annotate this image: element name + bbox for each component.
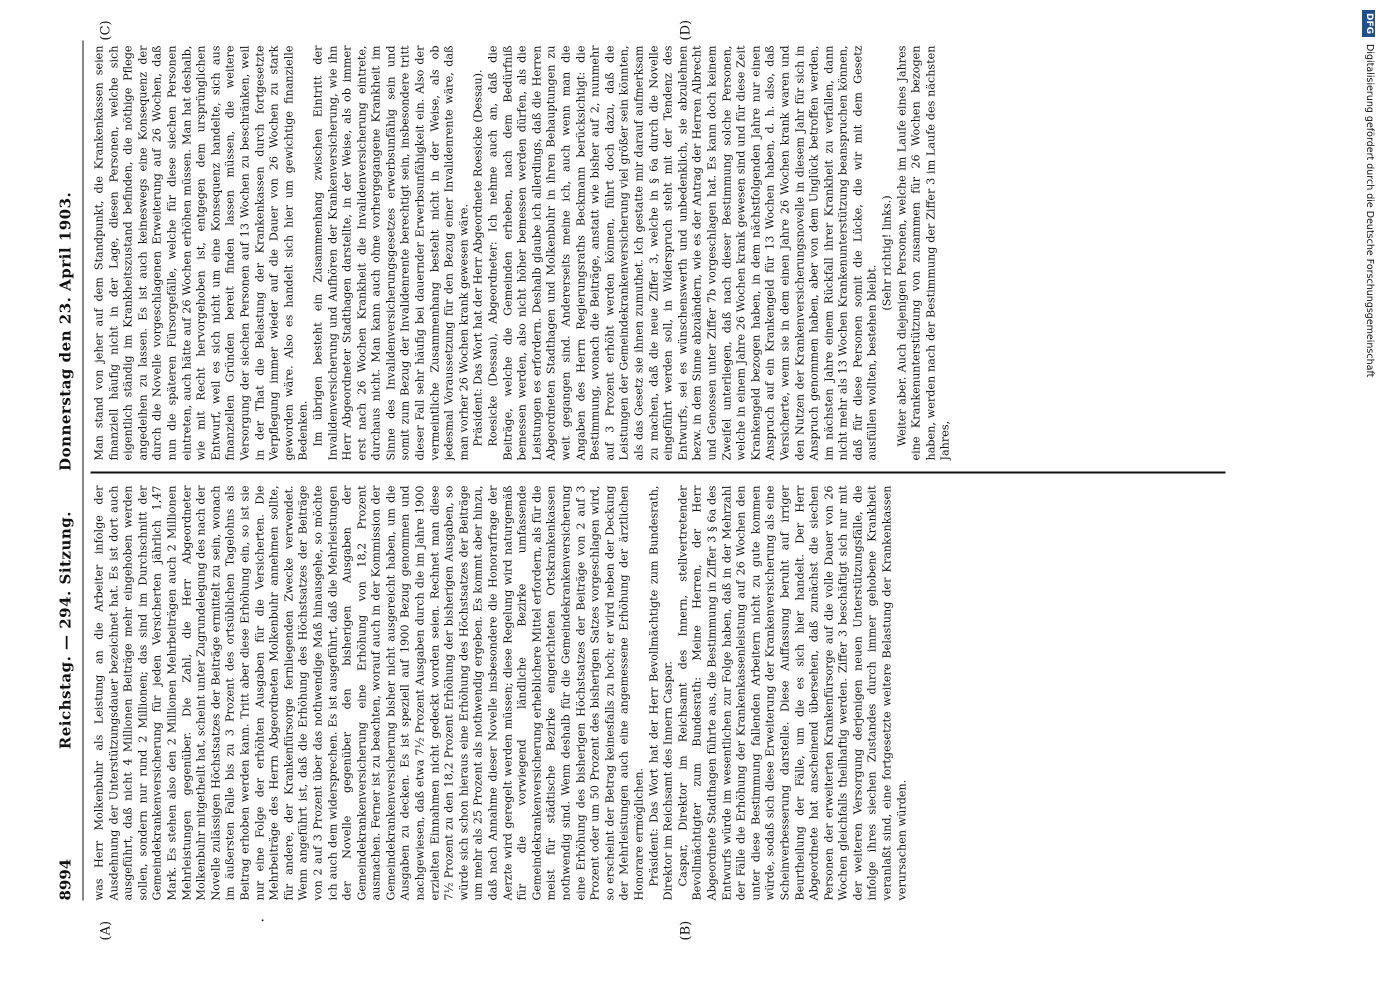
paragraph: Roesicke (Dessau), Abgeordneter: Ich nehme auch an, daß die Beiträge, welche die Gemeinden erheben, nach dem Bedürfniß bemessen werden, also nicht höher bemessen werden dürfen, als die Leistungen es erfordern. Deshalb glaube ich allerdings, daß die Herren Abgeordneten Stadthagen und Molkenbuhr in ihren Behauptungen zu weit gegangen sind. Andererseits meine ich, auch wenn man die Angaben des Herrn Regierungsraths Beckmann berücksichtigt: die Bestimmung, wonach die Beiträge, anstatt wie bisher auf 2, nunmehr auf 3 Prozent erhöht werden können, führt doch dazu, daß die Leistungen der Gemeindekrankenversicherung viel größer sein könnten, als das Gesetz sie ihnen zumuthet. Ich gestatte mir darauf aufmerksam zu machen, daß die neue Ziffer 3, welche in § 6a durch die Novelle eingeführt werden soll, in Widerspruch steht mit der Tendenz des Entwurfs, sei es wünschenswerth und unbedenklich, sie abzulehnen bezw. in dem Sinne abzuändern, wie es der Antrag der Herren Albrecht und Genossen unter Ziffer 7b vorgeschlagen hat. Es kann doch keinem Zweifel unterliegen, daß nach dieser Bestimmung solche Personen, welche in einem Jahre 26 Wochen krank gewesen sind und für diese Zeit Krankengeld bezogen haben, in dem nächstfolgenden Jahre nur einen Anspruch auf ein Krankengeld für 13 Wochen haben, d. h. also, daß Versicherte, wenn sie in dem einen Jahre 26 Wochen krank waren und den Nutzen der Krankenversicherungsnovelle in diesem Jahr für sich in Anspruch genommen haben, aber von dem Unglück betroffen werden, im nächsten Jahre einem Rückfall ihrer Krankheit zu verfallen, dann nicht mehr als 13 Wochen Krankenunterstützung beanspruchen können, daß für diese Personen somit die Lücke, die wir mit dem Gesetz ausfüllen wollten, bestehen bleibt. [486, 45, 879, 460]
paragraph: Präsident: Das Wort hat der Herr Bevollmächtigte zum Bundesrath, Direktor im Reichsamt des Innern Caspar. [646, 485, 675, 900]
paragraph: Man stand von jeher auf dem Standpunkt, die Krankenkassen seien finanziell häufig nicht in der Lage, diesen Personen, welche sich eigentlich ständig im Krankheitszustand befinden, die nöthige Pflege angedeihen zu lassen. Es ist auch keineswegs eine Konsequenz der durch die Novelle vorgeschlagenen Erweiterung auf 26 Wochen, daß nun die späteren Fürsorgefälle, welche für diese siechen Personen eintreten, auch hätte auf 26 Wochen erhöhen müssen. Man hat deshalb, wie mit Recht hervorgehoben ist, entgegen dem ursprünglichen Entwurf, weil es sich nicht um eine Konsequenz handelte, sich aus finanziellen Gründen bereit finden lassen müssen, die weitere Versorgung der siechen Personen auf 13 Wochen zu beschränken, weil in der That die Belastung der Krankenkassen durch fortgesetzte Verpflegung immer wieder auf die Dauer von 26 Wochen zu stark geworden wäre. Also es handelt sich hier um gewichtige finanzielle Bedenken. [92, 45, 310, 460]
left-column [92, 485, 1227, 900]
interjection: (Sehr richtig! links.) [880, 194, 894, 311]
margin-mark-d: (D) [678, 19, 693, 40]
session-date: Donnerstag den 23. April 1903. [56, 191, 74, 471]
page-number: 8994 [56, 858, 74, 900]
dfg-logo: DFG [1362, 10, 1375, 37]
margin-dot: · [255, 917, 271, 922]
paragraph: was Herr Molkenbuhr als Leistung an die Arbeiter infolge der Ausdehnung der Unterstützungsdauer bezeichnet hat. Es ist dort auch ausgeführt, daß nicht 4 Millionen Beiträge mehr eingehoben werden sollen, sondern nur rund 2 Millionen; das sind im Durchschnitt der Gemeindekrankenversicherung für jeden Versicherten jährlich 1,47 Mark. Es stehen also den 2 Millionen Mehrbeiträgen auch 2 Millionen Mehrleistungen gegenüber. Die Zahl, die Herr Abgeordneter Molkenbuhr mitgetheilt hat, scheint unter Zugrundelegung des nach der Novelle zulässigen Höchstsatzes der Beiträge ermittelt zu sein, wonach im äußersten Falle bis zu 3 Prozent des ortsüblichen Tagelohns als Beitrag erhoben werden kann. Tritt aber diese Erhöhung ein, so ist sie nur eine Folge der erhöhten Ausgaben für die Versicherten. Die Mehrbeiträge des Herrn Abgeordneten Molkenbuhr annehmen sollte, für andere, der Krankenfürsorge fernliegenden Zwecke verwendet. Wenn angeführt ist, daß die Erhöhung des Höchstsatzes der Beiträge von 2 auf 3 Prozent über das nothwendige Maß hinausgehe, so möchte ich auch dem widersprechen. Es ist ausgeführt, daß die Mehrleistungen der Novelle gegenüber den bisherigen Ausgaben der Gemeindekrankenversicherung eine Erhöhung von 18,2 Prozent ausmachen. Ferner ist zu beachten, worauf auch in der Kommission der Gemeindekrankenversicherung bisher nicht ausgereicht haben, um die Ausgaben zu decken. Es ist speziell auf 1900 Bezug genommen und nachgewiesen, daß etwa 7½ Prozent Ausgaben durch die im Jahre 1900 erzielten Einnahmen nicht gedeckt worden seien. Rechnet man diese 7½ Prozent zu den 18,2 Prozent Erhöhung der bisherigen Ausgaben, so würde sich schon hieraus eine Erhöhung des Höchstsatzes der Beiträge um mehr als 25 Prozent als nothwendig ergeben. Es kommt aber hinzu, daß nach Annahme dieser Novelle insbesondere die Honorarfrage der Aerzte wird geregelt werden müssen; diese Regelung wird naturgemäß für die vorwiegend ländliche Bezirke umfassende Gemeindekrankenversicherung erheblichere Mittel erfordern, als für die meist für städtische Bezirke eingerichteten Ortskrankenkassen nothwendig sind. Wenn deshalb für die Gemeindekrankenversicherung eine Erhöhung des bisherigen Höchstsatzes der Beiträge von 2 auf 3 Prozent oder um 50 Prozent des bisherigen Satzes vorgeschlagen wird, so erscheint der Betrag keinesfalls zu hoch; er wird neben der Deckung der Mehrleistungen auch eine angemessene Erhöhung der ärztlichen Honorare ermöglichen. [92, 485, 645, 900]
header-rule [82, 40, 83, 900]
session-title: Reichstag. — 294. Sitzung. [56, 510, 74, 749]
paragraph: Präsident: Das Wort hat der Herr Abgeordnete Roesicke (Dessau). [471, 68, 485, 446]
page-header [56, 40, 86, 900]
digitization-credit [1361, 10, 1377, 990]
paragraph: Weiter aber. Auch diejenigen Personen, welche im Laufe eines Jahres eine Krankenunterstützung von zusammen für 26 Wochen bezogen haben, werden nach der Bestimmung der Ziffer 3 im Laufe des nächsten Jahres, [894, 45, 952, 460]
running-title [56, 40, 74, 900]
paragraph: Caspar, Direktor im Reichsamt des Innern, stellvertretender Bevollmächtigter zum Bundesrath: Meine Herren, der Herr Abgeordnete Stadthagen führte aus, die Bestimmung in Ziffer 3 § 6a des Entwurfs würde im wesentlichen zur Folge haben, daß in der Mehrzahl der Fälle die Erhöhung der Krankenkassenleistung auf 26 Wochen den unter diese Bestimmung fallenden Arbeitern nicht zu gute kommen würde, sodaß sich diese Erweiterung der Krankenversicherung als eine Scheinverbesserung darstelle. Diese Auffassung beruht auf irriger Beurtheilung der Fälle, um die es sich hier handelt. Der Herr Abgeordnete hat anscheinend übersehen, daß zunächst die siechen Personen der erweiterten Krankenfürsorge auf die volle Dauer von 26 Wochen gleichfalls theilhaftig werden. Ziffer 3 beschäftigt sich nur mit der weiteren Versorgung derjenigen neuen Unterstützungsfälle, die infolge ihres siechen Zustandes durch immer gehobene Krankheit veranlaßt sind, eine fortgesetzte weitere Belastung der Krankenkassen verursachen würden. [675, 485, 908, 900]
paragraph: Im übrigen besteht ein Zusammenhang zwischen Eintritt der Invalidenversicherung und Aufhören der Krankenversicherung, wie ihn Herr Abgeordneter Stadthagen darstellte, in der Weise, als ob immer erst nach 26 Wochen Krankheit die Invalidenversicherung eintrete, durchaus nicht. Man kann auch ohne vorhergegangene Krankheit im Sinne des Invalidenversicherungsgesetzes erwerbsunfähig sein und somit zum Bezug der Invalidenrente berechtigt sein, insbesondere tritt dieser Fall sehr häufig bei dauernder Erwerbsunfähigkeit ein. Also der vermeintliche Zusammenhang besteht nicht in der Weise, als ob jedesmal Voraussetzung für den Bezug einer Invalidenrente wäre, daß man vorher 26 Wochen krank gewesen wäre. [310, 45, 470, 460]
credit-text: Digitalisierung gefördert durch die Deutsche Forschungsgemeinschaft [1364, 44, 1375, 378]
margin-mark-b: (B) [678, 920, 693, 940]
margin-mark-c: (C) [98, 19, 113, 40]
column-divider [90, 471, 1225, 473]
right-column [92, 45, 1227, 460]
margin-mark-a: (A) [98, 920, 113, 940]
